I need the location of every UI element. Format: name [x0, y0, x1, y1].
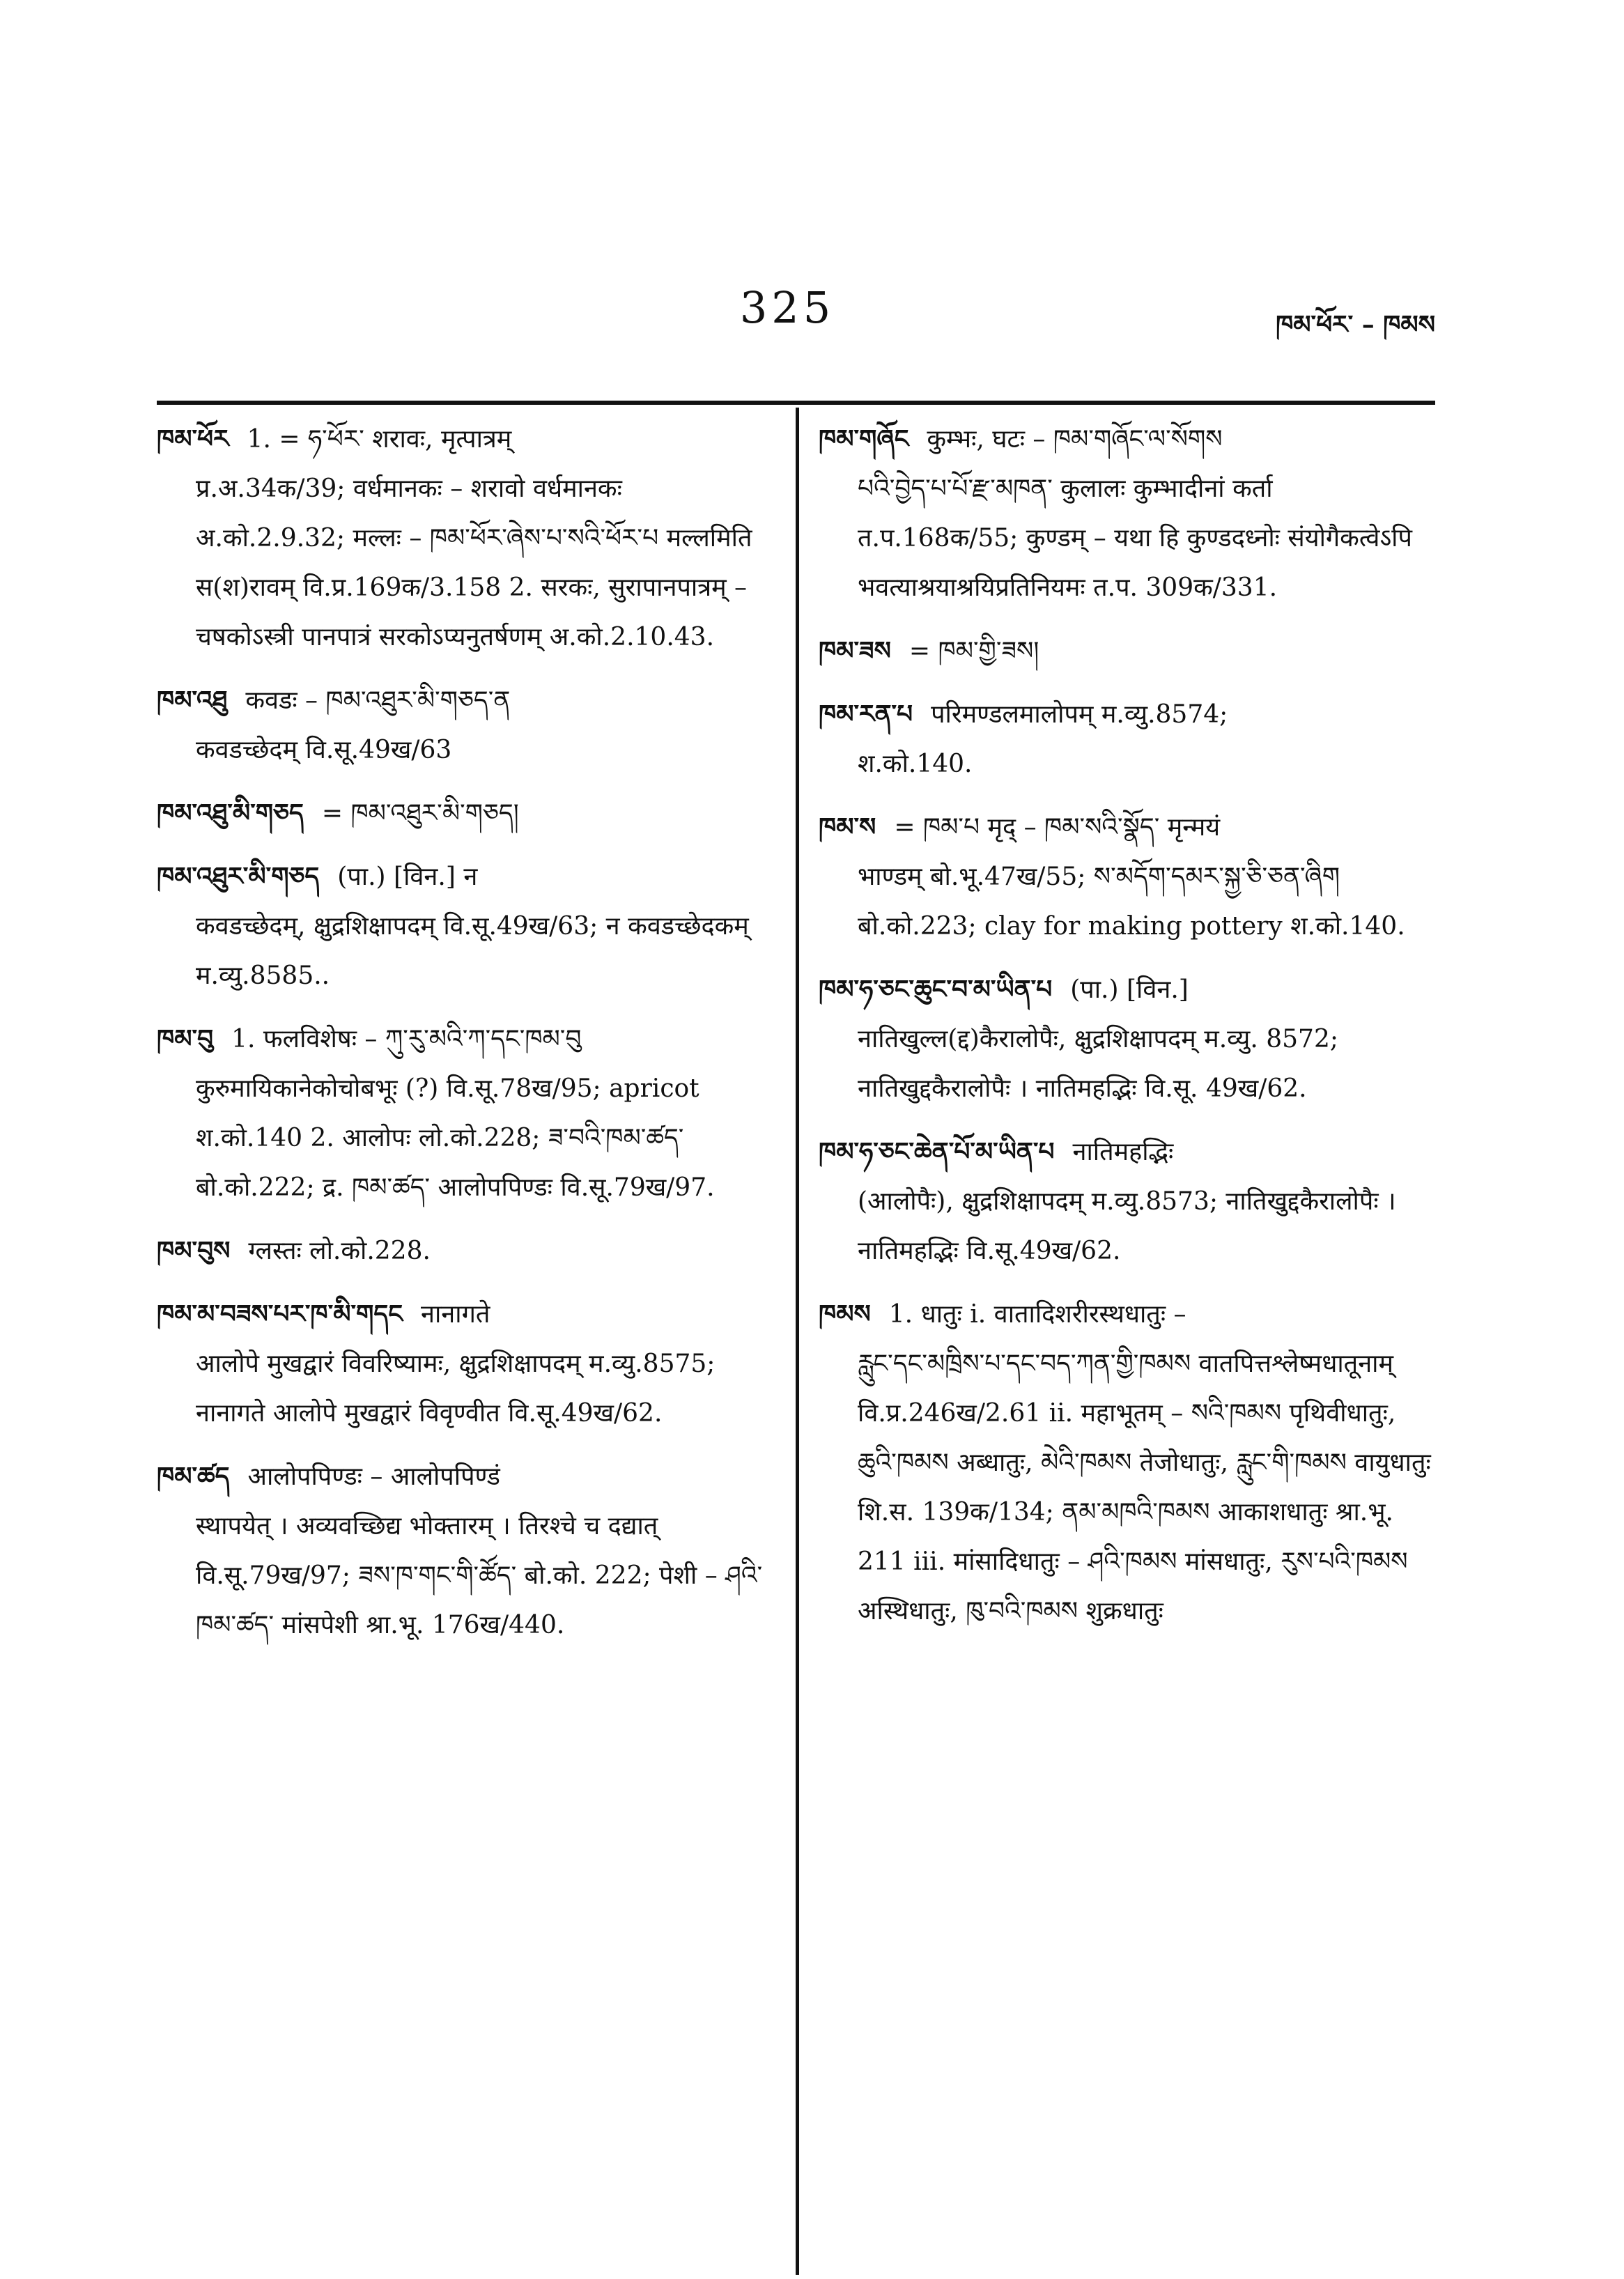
headword: ཁམ་རན་པ: [819, 700, 913, 729]
dictionary-entry: [819, 965, 1439, 1113]
entry-body: प्र.अ.34क/39; वर्धमानकः – शरावो वर्धमानकः अ.को.2.9.32; मल्लः – ཁམ་ཕོར་ཞེས་པ་སའི་ཕོར་པ मल्लमिति स(श)रावम् वि.प्र.169क/3.158 2. सरकः, सुरापानपात्रम् – चषकोऽस्त्री पानपात्रं सरकोऽप्यनुतर्षणम् अ.को.2.10.43.: [196, 474, 752, 651]
entry-first-line: 1. धातुः i. वातादिशरीरस्थधातुः –: [888, 1300, 1186, 1329]
dictionary-entry: [819, 690, 1439, 789]
headword: ཁམ་ཚད: [157, 1462, 230, 1491]
entry-first-line: 1. फलविशेषः – ཀུ་རུ་མའི་ཀ་དང་ཁམ་བུ: [231, 1025, 582, 1053]
entry-first-line: कवडः – ཁམ་འཐུར་མི་གཅད་ན: [245, 686, 511, 715]
entry-body: श.को.140.: [858, 750, 973, 778]
dictionary-entry: [157, 415, 770, 662]
headword: ཁམ་འཐུ: [157, 686, 228, 715]
entry-first-line: कुम्भः, घटः – ཁམ་གཞོང་ལ་སོགས: [927, 425, 1223, 454]
dictionary-entry: [157, 676, 770, 775]
dictionary-entry: [819, 1290, 1439, 1636]
headword: ཁམ་ཟས: [819, 636, 891, 665]
headword: ཁམ་བུ: [157, 1024, 214, 1053]
entry-first-line: = ཁམ་འཐུར་མི་གཅད།: [321, 799, 519, 828]
dictionary-entry: [157, 852, 770, 1001]
headword: ཁམས: [819, 1299, 871, 1329]
entry-body: (आलोपैः), क्षुद्रशिक्षापदम् म.व्यु.8573; नातिखुद्दकैरालोपैः । नातिमहद्भिः वि.सू.49ख/62.: [858, 1187, 1396, 1265]
entry-first-line: (पा.) [विन.] न: [337, 863, 478, 891]
entry-body: པའི་བྱེད་པ་པོ་རྫ་མཁན་ कुलालः कुम्भादीनां कर्ता त.प.168क/55; कुण्डम् – यथा हि कुण्डदध्नोः संयोगैकत्वेऽपि भवत्याश्रयाश्रयिप्रतिनियमः त.प. 309क/331.: [858, 474, 1412, 602]
entry-body: कुरुमायिकानेकोचोबभूः (?) वि.सू.78ख/95; apricot श.को.140 2. आलोपः लो.को.228; ཟ་བའི་ཁམ་ཚད་ बो.को.222; द्र. ཁམ་ཚད་ आलोपपिण्डः वि.सू.79ख/97.: [196, 1074, 715, 1202]
entry-first-line: = ཁམ་པ मृद् – ཁམ་སའི་སྣོད་ मृन्मयं: [894, 813, 1221, 842]
header-rule: [157, 401, 1435, 405]
entry-body: भाण्डम् बो.भू.47ख/55; ས་མདོག་དམར་སྐྱ་ཅི་ཅན་ཞིག बो.को.223; clay for making pottery श.को.140.: [858, 863, 1405, 941]
dictionary-entry: [819, 626, 1439, 676]
headword: ཁམ་ཧ་ཅང་ཆེན་པོ་མ་ཡིན་པ: [819, 1137, 1055, 1166]
entry-body: आलोपे मुखद्वारं विवरिष्यामः, क्षुद्रशिक्षापदम् म.व्यु.8575; नानागते आलोपे मुखद्वारं विवृण्वीत वि.सू.49ख/62.: [196, 1350, 716, 1428]
dictionary-entry: [819, 1127, 1439, 1276]
entry-body: कवडच्छेदम् वि.सू.49ख/63: [196, 736, 452, 764]
entry-first-line: = ཁམ་གྱི་ཟས།: [908, 637, 1039, 665]
headword: ཁམ་ས: [819, 812, 876, 842]
entry-body: नातिखुल्ल(द्द)कैरालोपैः, क्षुद्रशिक्षापदम् म.व्यु. 8572; नातिखुद्दकैरालोपैः । नातिमहद्भिः वि.सू. 49ख/62.: [858, 1025, 1338, 1103]
dictionary-entry: [819, 415, 1439, 612]
right-column: [819, 415, 1439, 1650]
headword: ཁམ་འཐུར་མི་གཅད: [157, 862, 320, 891]
entry-body: कवडच्छेदम्, क्षुद्रशिक्षापदम् वि.सू.49ख/63; न कवडच्छेदकम् म.व्यु.8585..: [196, 912, 749, 990]
page-number: 325: [739, 282, 835, 333]
headword: ཁམ་བུས: [157, 1236, 231, 1265]
headword: ཁམ་མ་བཟས་པར་ཁ་མི་གདང: [157, 1299, 403, 1329]
headword: ཁམ་ཕོར: [157, 424, 229, 454]
entry-first-line: नातिमहद्भिः: [1072, 1138, 1174, 1166]
dictionary-entry: [157, 789, 770, 838]
entry-first-line: ग्लस्तः लो.को.228.: [248, 1237, 431, 1265]
entry-first-line: 1. = ཧ་ཕོར་ शरावः, मृत्पात्रम्: [247, 425, 512, 454]
headword: ཁམ་ཧ་ཅང་ཆུང་བ་མ་ཡིན་པ: [819, 975, 1053, 1004]
entry-body: स्थापयेत् । अव्यवच्छिद्य भोक्तारम् । तिरश्चे च दद्यात् वि.सू.79ख/97; ཟས་ཁ་གང་གི་ཚོད་ बो.को. 222; पेशी – ཤའི་ཁམ་ཚད་ मांसपेशी श्रा.भू. 176ख/440.: [196, 1512, 763, 1639]
entry-first-line: (पा.) [विन.]: [1070, 975, 1189, 1004]
dictionary-entry: [819, 803, 1439, 951]
headword: ཁམ་གཞོང: [819, 424, 909, 454]
dictionary-entry: [157, 1290, 770, 1438]
column-divider: [796, 408, 799, 2275]
headword: ཁམ་འཐུ་མི་གཅད: [157, 798, 304, 828]
dictionary-entry: [157, 1014, 770, 1212]
left-column: [157, 415, 770, 1664]
entry-first-line: परिमण्डलमालोपम् म.व्यु.8574;: [931, 700, 1228, 729]
entry-body: རླུང་དང་མཁྲིས་པ་དང་བད་ཀན་གྱི་ཁམས वातपित्तश्लेष्मधातूनाम् वि.प्र.246ख/2.61 ii. महाभूतम् – སའི་ཁམས पृथिवीधातुः, ཆུའི་ཁམས अब्धातुः, མེའི་ཁམས तेजोधातुः, རླུང་གི་ཁམས वायुधातुः शि.स. 139क/134; ནམ་མཁའི་ཁམས आकाशधातुः श्रा.भू. 211 iii. मांसादिधातुः – ཤའི་ཁམས मांसधातुः, རུས་པའི་ཁམས अस्थिधातुः, ཁུ་བའི་ཁམས शुक्रधातुः: [858, 1350, 1431, 1625]
entry-first-line: नानागते: [420, 1300, 490, 1329]
running-head: ཁམ་ཕོར་ – ཁམས: [1276, 310, 1435, 339]
dictionary-entry: [157, 1226, 770, 1276]
entry-first-line: आलोपपिण्डः – आलोपपिण्डं: [247, 1462, 500, 1491]
dictionary-entry: [157, 1452, 770, 1650]
